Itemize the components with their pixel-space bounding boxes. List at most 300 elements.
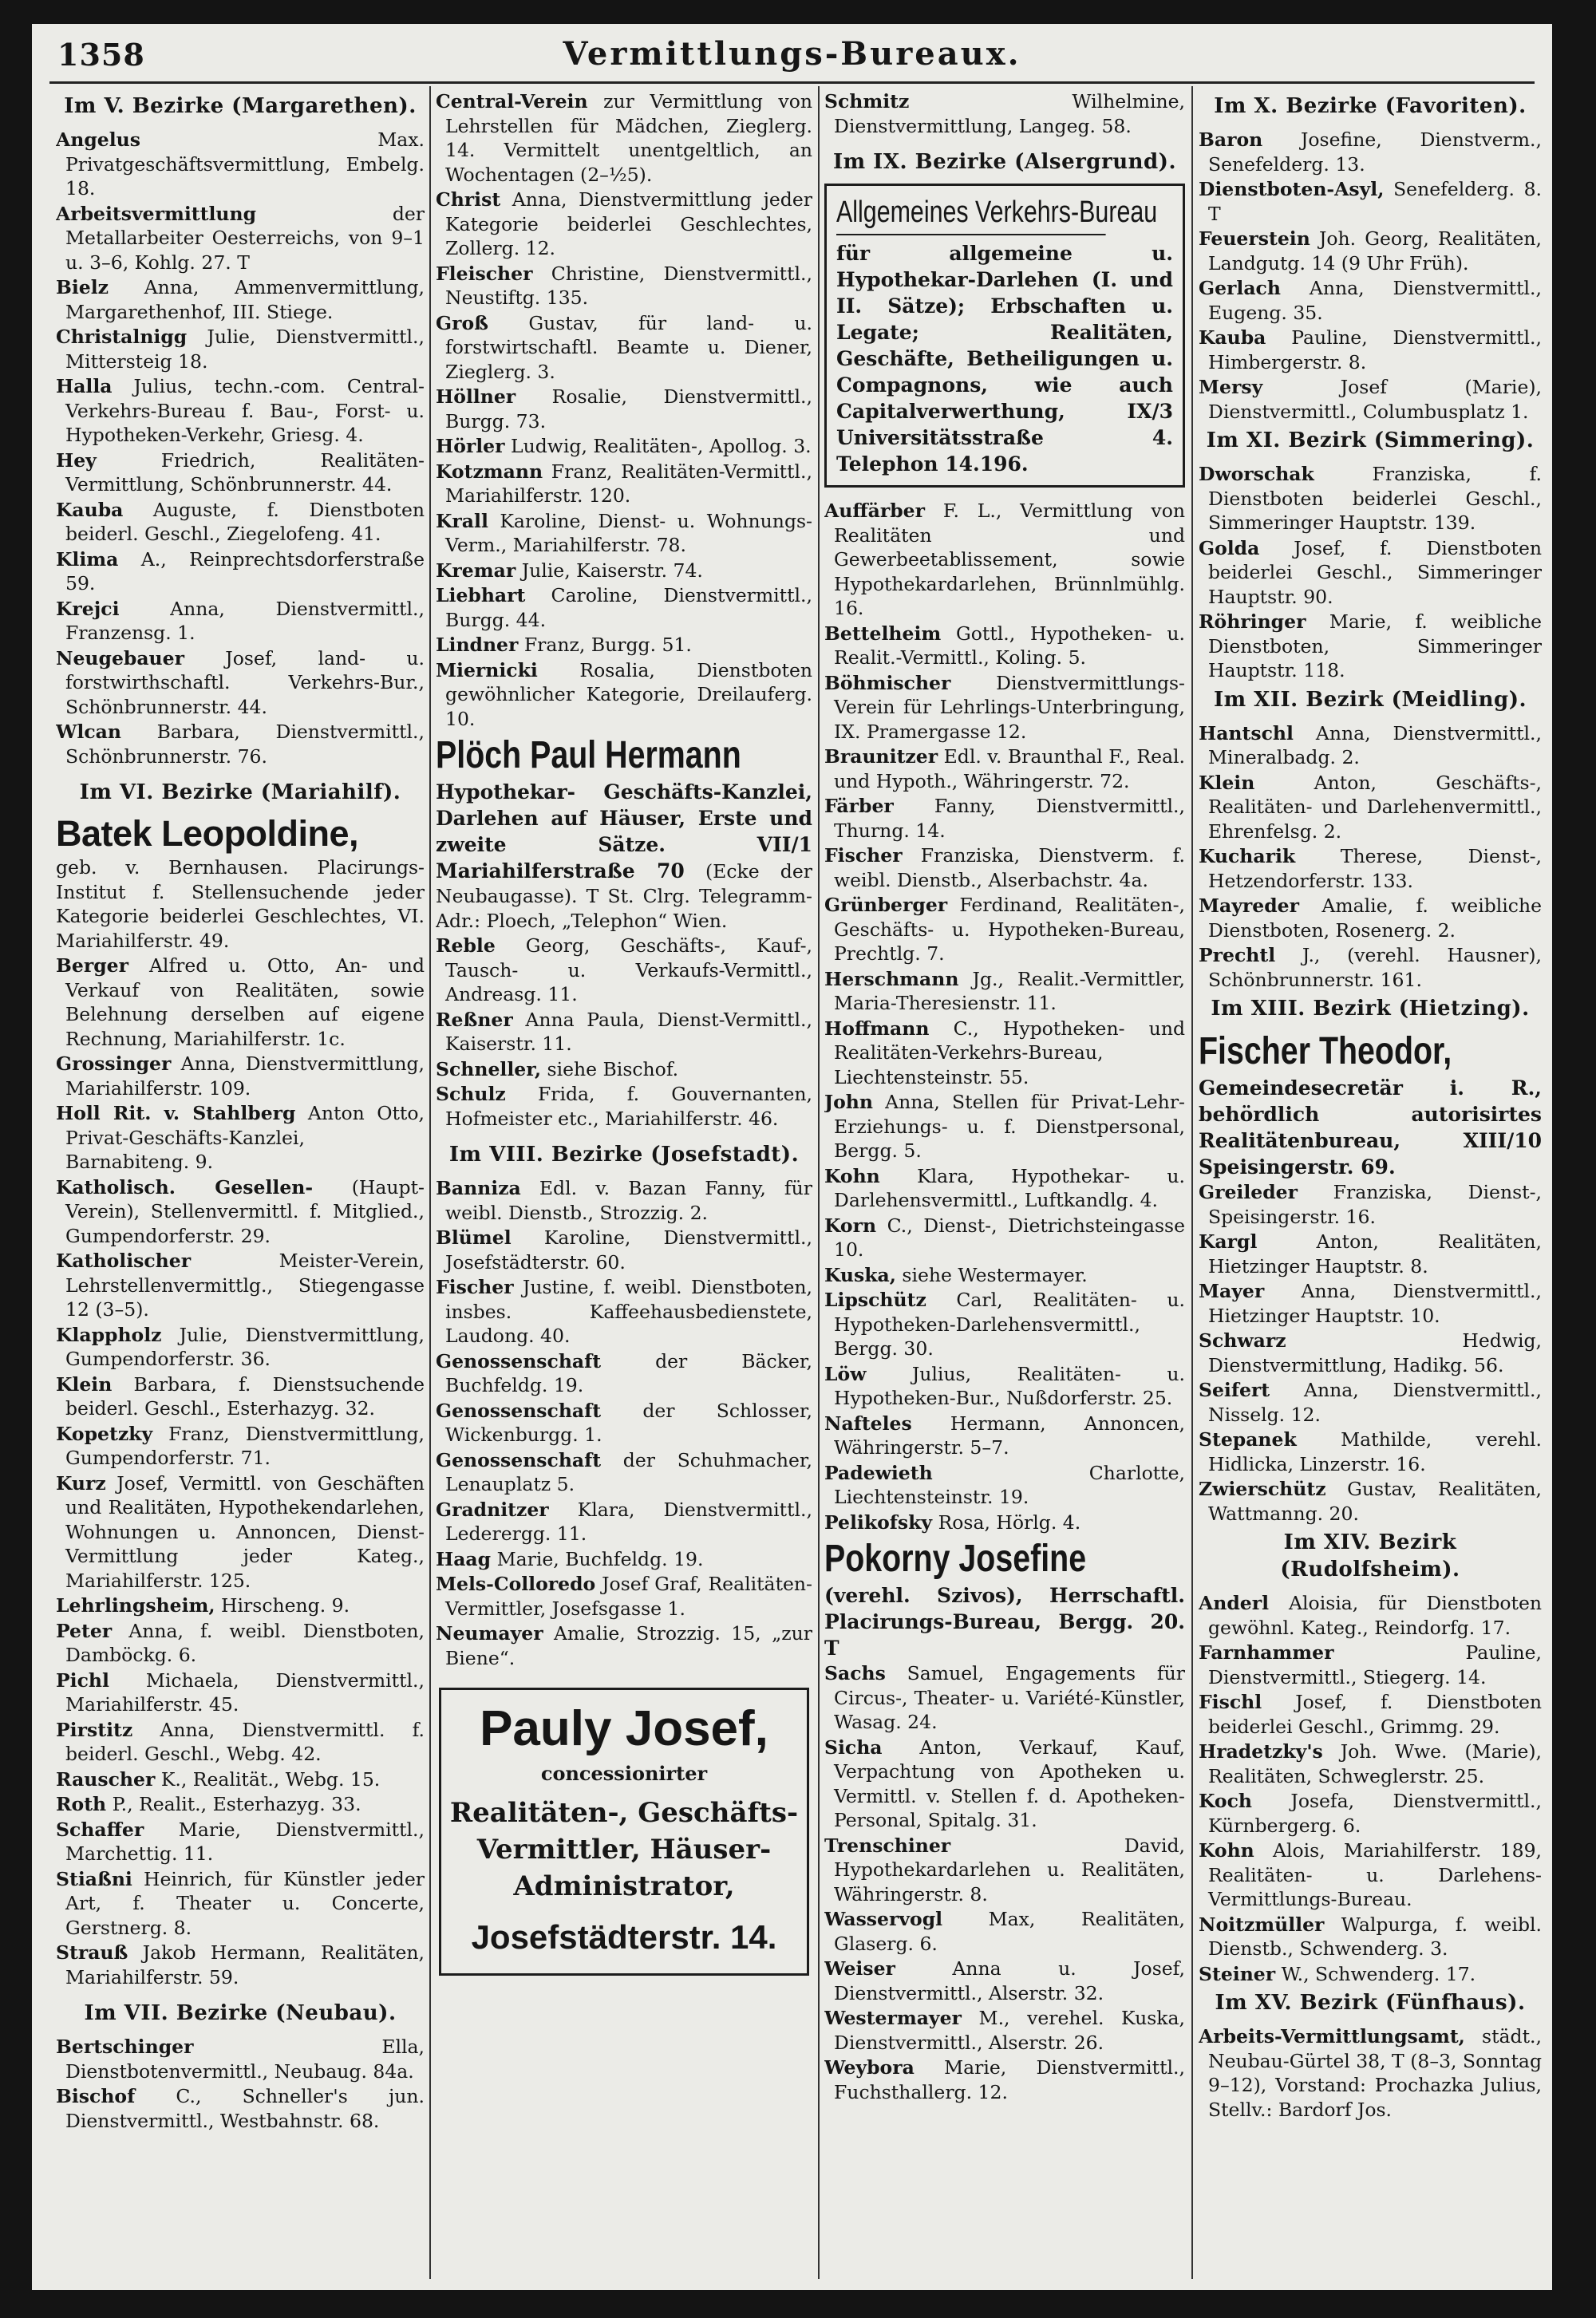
section-heading-xiii: Im XIII. Bezirk (Hietzing). xyxy=(1211,997,1530,1021)
section-heading-vi: Im VI. Bezirke (Mariahilf). xyxy=(79,780,401,804)
directory-entry xyxy=(824,1412,1185,1460)
entry-text: Josef, land- u. forstwirthschaftl. Verkehrs-Bur., Schönbrunnerstr. 44. xyxy=(65,646,425,718)
entry-text: Joh. Georg, Realitäten, Landgutg. 14 (9 Uhr Früh). xyxy=(1208,227,1542,274)
entry-name: Holl Rit. v. Stahlberg xyxy=(56,1102,296,1124)
entry-text: Georg, Geschäfts-, Kauf-, Tausch- u. Verkaufs-Vermittl., Andreasg. 11. xyxy=(445,934,812,1005)
page-number: 1358 xyxy=(57,37,145,73)
entry-name: Trenschiner xyxy=(824,1834,951,1857)
directory-entry xyxy=(56,1619,425,1668)
directory-entry xyxy=(436,434,812,459)
directory-entry xyxy=(56,1249,425,1322)
directory-entry xyxy=(824,499,1185,621)
entry-text: Josef Graf, Realitäten-Vermittler, Josefsgasse 1. xyxy=(445,1573,812,1620)
directory-entry xyxy=(1199,1428,1542,1476)
entry-text: Josef, f. Dienstboten beiderlei Geschl., Grimmg. 29. xyxy=(1208,1691,1542,1738)
directory-entry xyxy=(1199,227,1542,275)
directory-entry xyxy=(436,658,812,732)
entry-text: städt., Neubau-Gürtel 38, T (8–3, Sonntag 9–12), Vorstand: Prochazka Julius, Stellv.: Bardorf Jos. xyxy=(1208,2025,1542,2121)
entry-name: Klein xyxy=(56,1372,113,1396)
entry-text: Anna, Stellen für Privat-Lehr-Erziehungs- u. f. Dienstpersonal, Bergg. 5. xyxy=(834,1091,1185,1162)
directory-entry xyxy=(56,1593,425,1618)
directory-entry xyxy=(56,1052,425,1100)
ad-batek-name: Batek Leopoldine, xyxy=(56,813,359,854)
entry-name: Roth xyxy=(56,1793,107,1815)
entry-text: Julius, techn.-com. Central-Verkehrs-Bureau f. Bau-, Forst- u. Hypotheken-Verkehr, Griesg. 4. xyxy=(65,375,425,446)
entry-text: Franziska, Dienst-, Speisingerstr. 16. xyxy=(1208,1181,1542,1228)
directory-entry xyxy=(1199,1913,1542,1961)
entry-text: Karoline, Dienstvermittl., Josefstädterstr. 60. xyxy=(445,1226,812,1274)
ad-pokorny-name: Pokorny Josefine xyxy=(824,1538,1087,1580)
directory-entry xyxy=(436,311,812,385)
entry-name: Stiaßni xyxy=(56,1867,132,1890)
entry-name: Wasservogl xyxy=(824,1908,943,1930)
entry-name: Hey xyxy=(56,448,97,472)
directory-entry xyxy=(824,843,1185,892)
entry-name: Strauß xyxy=(56,1941,128,1964)
directory-entry xyxy=(436,1349,812,1398)
directory-entry xyxy=(1199,326,1542,374)
entry-name: Hoffmann xyxy=(824,1017,930,1040)
entry-list-viii xyxy=(436,1176,812,1670)
entry-name: Grossinger xyxy=(56,1052,172,1075)
ad-ploech-bold: Hypothekar- Geschäfts-Kanzlei, Darlehen auf Häuser, Erste und zweite Sätze. VII/1 Mariahilferstraße 70 xyxy=(436,780,812,883)
entry-name: Sicha xyxy=(824,1736,883,1759)
directory-entry xyxy=(56,374,425,448)
entry-name: Mayreder xyxy=(1199,894,1299,917)
directory-entry xyxy=(56,1718,425,1767)
directory-entry xyxy=(56,547,425,596)
directory-entry xyxy=(56,1471,425,1593)
directory-entry xyxy=(436,1547,812,1572)
entry-name: Halla xyxy=(56,375,113,397)
entry-text: Therese, Dienst-, Hetzendorferstr. 133. xyxy=(1208,845,1542,892)
column-divider xyxy=(429,86,431,2279)
ad-ploech-text xyxy=(436,779,812,933)
entry-text: Rosa, Hörlg. 4. xyxy=(932,1510,1081,1534)
directory-entry xyxy=(1199,610,1542,683)
entry-text: Julie, Dienstvermittl., Mittersteig 18. xyxy=(65,326,425,373)
entry-text: Anna u. Josef, Dienstvermittl., Alserstr. 32. xyxy=(834,1957,1185,2004)
entry-list-ix xyxy=(824,499,1185,1534)
entry-name: Angelus xyxy=(56,128,140,151)
entry-name: Seifert xyxy=(1199,1379,1270,1401)
section-heading-xiv: Im XIV. Bezirk (Rudolfsheim). xyxy=(1280,1530,1460,1582)
ad-verkehrs-bureau xyxy=(824,184,1185,488)
entry-text: Aloisia, für Dienstboten gewöhnl. Kateg., Reindorfg. 17. xyxy=(1208,1592,1542,1639)
entry-text: Klara, Dienstvermittl., Lederergg. 11. xyxy=(445,1498,812,1545)
entry-text: Barbara, f. Dienstsuchende beiderl. Geschl., Esterhazyg. 32. xyxy=(65,1372,425,1420)
entry-text: Anton Otto, Privat-Geschäfts-Kanzlei, Barnabiteng. 9. xyxy=(65,1102,425,1173)
entry-text: Franziska, Dienstverm. f. weibl. Dienstb., Alserbachstr. 4a. xyxy=(834,844,1185,891)
entry-text: Anna, Dienstvermittl., Mineralbadg. 2. xyxy=(1208,721,1542,768)
directory-entry xyxy=(436,188,812,261)
entry-text: Heinrich, für Künstler jeder Art, f. Theater u. Concerte, Gerstnerg. 8. xyxy=(65,1867,425,1939)
directory-entry xyxy=(56,1323,425,1372)
directory-page xyxy=(32,24,1552,2290)
directory-entry xyxy=(436,1057,812,1082)
entry-name: Schmitz xyxy=(824,90,910,113)
column-2 xyxy=(436,89,812,2276)
entry-name: Klein xyxy=(1199,771,1255,794)
entry-text: Karoline, Dienst- u. Wohnungs-Verm., Mariahilferstr. 78. xyxy=(445,509,812,556)
directory-entry xyxy=(436,1008,812,1056)
entry-name: Schwarz xyxy=(1199,1329,1286,1352)
entry-text: Marie, Dienstvermittl., Marchettig. 11. xyxy=(65,1818,425,1865)
entry-text: Jg., Realit.-Vermittler, Maria-Theresienstr. 11. xyxy=(834,967,1185,1014)
entry-text: Anna, Dienstvermittl., Hietzinger Hauptstr. 10. xyxy=(1208,1280,1542,1327)
entry-name: Groß xyxy=(436,311,488,334)
entry-text: Mathilde, verehl. Hidlicka, Linzerstr. 16. xyxy=(1208,1428,1542,1475)
entry-name: Pichl xyxy=(56,1668,109,1692)
entry-name: Kauba xyxy=(1199,326,1266,349)
directory-entry xyxy=(1199,276,1542,325)
column-3 xyxy=(824,89,1185,2276)
section-heading-ix: Im IX. Bezirke (Alsergrund). xyxy=(832,150,1177,174)
directory-entry xyxy=(1199,375,1542,424)
entry-text: Barbara, Dienstvermittl., Schönbrunnerstr. 76. xyxy=(65,721,425,768)
entry-text: Frida, f. Gouvernanten, Hofmeister etc., Mariahilferstr. 46. xyxy=(445,1083,812,1130)
section-heading-xii: Im XII. Bezirk (Meidling). xyxy=(1213,687,1527,712)
entry-name: Central-Verein xyxy=(436,90,588,113)
directory-entry xyxy=(824,1263,1185,1288)
entry-text: Max, Realitäten, Glaserg. 6. xyxy=(834,1908,1185,1955)
entry-text: Franz, Burgg. 51. xyxy=(518,634,692,656)
entry-name: Reble xyxy=(436,934,496,957)
entry-text: Alois, Mariahilferstr. 189, Realitäten- u. Darlehens-Vermittlungs-Bureau. xyxy=(1208,1839,1542,1910)
entry-name: Bischof xyxy=(56,2085,136,2107)
directory-entry xyxy=(824,967,1185,1016)
entry-text: Gustav, für land- u. forstwirtschaftl. Beamte u. Diener, Zieglerg. 3. xyxy=(445,311,812,383)
entry-text: P., Realit., Esterhazyg. 33. xyxy=(106,1793,361,1815)
entry-list-vii xyxy=(56,2035,425,2133)
column-1 xyxy=(56,89,425,2276)
entry-text: F. L., Vermittlung von Realitäten und Gewerbeetablissement, sowie Hypothekardarlehen, Brünnlmühlg. 16. xyxy=(834,500,1185,619)
entry-text: der Schuhmacher, Lenauplatz 5. xyxy=(445,1448,812,1495)
entry-text: Josefa, Dienstvermittl., Kürnbergerg. 6. xyxy=(1208,1790,1542,1837)
entry-name: Gradnitzer xyxy=(436,1498,549,1521)
directory-entry xyxy=(56,1792,425,1817)
entry-text: Anna, Dienstvermittl., Franzensg. 1. xyxy=(65,597,425,644)
entry-name: Lipschütz xyxy=(824,1289,926,1311)
entry-name: Gerlach xyxy=(1199,277,1281,299)
entry-name: Nafteles xyxy=(824,1412,912,1435)
entry-text: Fanny, Dienstvermittl., Thurng. 14. xyxy=(834,795,1185,842)
entry-text: Hermann, Annoncen, Währingerstr. 5–7. xyxy=(834,1412,1185,1459)
directory-entry xyxy=(824,744,1185,793)
entry-text: der Schlosser, Wickenburgg. 1. xyxy=(445,1399,812,1446)
entry-list-xv xyxy=(1199,2024,1542,2122)
entry-name: Mersy xyxy=(1199,376,1263,398)
entry-text: Anna, Ammenvermittlung, Margarethenhof, III. Stiege. xyxy=(65,276,425,323)
entry-name: Kohn xyxy=(1199,1839,1254,1862)
entry-list-v xyxy=(56,128,425,768)
entry-name: Kucharik xyxy=(1199,845,1296,867)
entry-name: Fischer xyxy=(824,844,903,867)
entry-text: Gustav, Realitäten, Wattmanng. 20. xyxy=(1208,1478,1542,1525)
entry-name: Klima xyxy=(56,547,119,571)
entry-text: David, Hypothekardarlehen u. Realitäten, Währingerstr. 8. xyxy=(834,1834,1185,1905)
entry-list-viii-end xyxy=(824,89,1185,138)
entry-name: Bielz xyxy=(56,276,109,298)
entry-name: Katholisch. Gesellen- xyxy=(56,1175,314,1198)
entry-text: Ella, Dienstbotenvermittl., Neubaug. 84a. xyxy=(65,2036,425,2083)
entry-name: Lindner xyxy=(436,634,519,656)
directory-entry xyxy=(824,893,1185,966)
entry-name: Schneller, xyxy=(436,1057,542,1080)
entry-name: Auffärber xyxy=(824,500,925,522)
entry-name: Katholischer xyxy=(56,1250,192,1272)
entry-text: C., Dienst-, Dietrichsteingasse 10. xyxy=(834,1214,1185,1261)
directory-entry xyxy=(1199,2024,1542,2122)
directory-entry xyxy=(1199,1180,1542,1229)
entry-name: Mels-Colloredo xyxy=(436,1573,596,1595)
directory-entry xyxy=(824,1288,1185,1361)
entry-name: Genossenschaft xyxy=(436,1448,602,1471)
entry-name: Schulz xyxy=(436,1083,506,1105)
directory-entry xyxy=(1199,1838,1542,1912)
directory-entry xyxy=(436,1275,812,1349)
entry-text: Auguste, f. Dienstboten beiderl. Geschl., Ziegelofeng. 41. xyxy=(65,498,425,545)
entry-name: Hantschl xyxy=(1199,721,1294,744)
entry-text: Jakob Hermann, Realitäten, Mariahilferstr. 59. xyxy=(65,1941,425,1988)
directory-entry xyxy=(824,1017,1185,1090)
entry-name: Herschmann xyxy=(824,967,959,990)
directory-entry xyxy=(56,448,425,497)
entry-name: Zwierschütz xyxy=(1199,1478,1326,1500)
entry-text: Rosalie, Dienstvermittl., Burgg. 73. xyxy=(445,385,812,432)
directory-entry xyxy=(824,1164,1185,1213)
ad-pokorny-text: (verehl. Szivos), Herrschaftl. Placirungs-Bureau, Bergg. 20. T xyxy=(824,1584,1185,1660)
entry-text: Anna, Dienstvermittl. f. beiderl. Geschl., Webg. 42. xyxy=(65,1718,425,1765)
ad-batek-text: geb. v. Bernhausen. Placirungs-Institut f. Stellensuchende jeder Kategorie beiderlei Geschlechtes, VI. Mariahilferstr. 49. xyxy=(56,856,425,952)
directory-entry xyxy=(1199,1477,1542,1526)
entry-text: Klara, Hypothekar- u. Darlehensvermittl., Luftkandlg. 4. xyxy=(834,1164,1185,1211)
directory-entry xyxy=(56,1867,425,1941)
entry-text: Friedrich, Realitäten-Vermittlung, Schönbrunnerstr. 44. xyxy=(65,448,425,496)
entry-list-vii-end xyxy=(436,934,812,1131)
directory-entry xyxy=(56,1941,425,1989)
entry-name: Korn xyxy=(824,1214,877,1237)
directory-entry xyxy=(436,262,812,310)
directory-entry xyxy=(436,509,812,558)
entry-name: Berger xyxy=(56,954,128,977)
ad-pauly-subtitle: concessionirter xyxy=(540,1762,708,1785)
entry-name: Fischl xyxy=(1199,1691,1262,1713)
ad-pauly-text: Realitäten-, Geschäfts-Vermittler, Häuser-Administrator, xyxy=(449,1797,799,1902)
directory-entry xyxy=(1199,943,1542,992)
entry-text: Walpurga, f. weibl. Dienstb., Schwenderg. 3. xyxy=(1208,1913,1542,1960)
directory-entry xyxy=(436,1572,812,1621)
directory-entry xyxy=(824,1214,1185,1262)
directory-entry xyxy=(436,633,812,657)
entry-text: Anna, Dienstvermittl., Nisselg. 12. xyxy=(1208,1379,1542,1426)
directory-entry xyxy=(824,671,1185,744)
entry-name: Kurz xyxy=(56,1471,106,1495)
directory-entry xyxy=(436,1498,812,1546)
directory-entry xyxy=(56,128,425,201)
entry-name: Pelikofsky xyxy=(824,1510,933,1534)
directory-entry xyxy=(436,1082,812,1131)
entry-text: Max. Privatgeschäftsvermittlung, Embelg. 18. xyxy=(65,128,425,199)
entry-text: Amalie, f. weibliche Dienstboten, Rosenerg. 2. xyxy=(1208,894,1542,942)
entry-text: C., Schneller's jun. Dienstvermittl., Westbahnstr. 68. xyxy=(65,2085,425,2132)
entry-name: Christ xyxy=(436,188,501,211)
directory-entry xyxy=(56,720,425,768)
entry-text: Gottl., Hypotheken- u. Realit.-Vermittl., Koling. 5. xyxy=(834,622,1185,669)
entry-name: Neumayer xyxy=(436,1622,543,1645)
entry-name: Farnhammer xyxy=(1199,1641,1334,1664)
entry-text: Pauline, Dienstvermittl., Stiegerg. 14. xyxy=(1208,1641,1542,1688)
entry-name: Neugebauer xyxy=(56,646,184,669)
entry-text: Josef, Vermittl. von Geschäften und Realitäten, Hypothekendarlehen, Wohnungen u. Annoncen, Dienst-Vermittlung jeder Kateg., Mariahilferstr. 125. xyxy=(65,1471,425,1592)
entry-text: Marie, Dienstvermittl., Fuchsthallerg. 12. xyxy=(834,2056,1185,2103)
directory-entry xyxy=(824,794,1185,843)
entry-text: Alfred u. Otto, An- und Verkauf von Realitäten, sowie Belehnung derselben auf eigene Rechnung, Mariahilferstr. 1c. xyxy=(65,954,425,1050)
entry-text: siehe Westermayer. xyxy=(895,1263,1088,1286)
entry-text: Anton, Realitäten, Hietzinger Hauptstr. 8. xyxy=(1208,1230,1542,1277)
entry-text: Franziska, f. Dienstboten beiderlei Geschl., Simmeringer Hauptstr. 139. xyxy=(1208,463,1542,534)
entry-list-xii xyxy=(1199,721,1542,993)
entry-text: Julius, Realitäten- u. Hypotheken-Bur., Nußdorferstr. 25. xyxy=(834,1362,1185,1409)
directory-entry xyxy=(824,1834,1185,1907)
directory-entry xyxy=(1199,536,1542,610)
section-heading-viii: Im VIII. Bezirke (Josefstadt). xyxy=(448,1143,800,1167)
entry-text: zur Vermittlung von Lehrstellen für Mädchen, Zieglerg. 14. Vermittelt unentgeltlich, an Wochentagen (2–½5). xyxy=(445,90,812,186)
directory-entry xyxy=(824,2006,1185,2055)
entry-name: Miernicki xyxy=(436,658,538,681)
directory-entry xyxy=(436,559,812,583)
directory-entry xyxy=(1199,1279,1542,1328)
entry-text: Josef (Marie), Dienstvermittl., Columbusplatz 1. xyxy=(1208,376,1542,423)
entry-name: Prechtl xyxy=(1199,944,1276,966)
entry-name: Wlcan xyxy=(56,721,121,743)
entry-text: K., Realität., Webg. 15. xyxy=(155,1767,381,1791)
entry-text: Wilhelmine, Dienstvermittlung, Langeg. 58. xyxy=(834,90,1185,137)
entry-text: Michaela, Dienstvermittl., Mariahilferstr. 45. xyxy=(65,1668,425,1716)
entry-name: Weybora xyxy=(824,2056,915,2079)
directory-entry xyxy=(824,1957,1185,2005)
entry-text: Senefelderg. 8. T xyxy=(1208,178,1542,225)
entry-text: Josef, f. Dienstboten beiderlei Geschl., Simmeringer Hauptstr. 90. xyxy=(1208,536,1542,608)
directory-entry xyxy=(1199,894,1542,942)
entry-name: Arbeits-Vermittlungsamt, xyxy=(1199,2025,1465,2048)
entry-name: Golda xyxy=(1199,536,1260,559)
entry-text: Anna, Dienstvermittl., Eugeng. 35. xyxy=(1208,277,1542,324)
entry-name: Kotzmann xyxy=(436,460,543,483)
running-title: Vermittlungs-Bureaux. xyxy=(563,35,1021,73)
entry-name: Noitzmüller xyxy=(1199,1913,1325,1936)
directory-entry xyxy=(824,1090,1185,1163)
section-heading-xv: Im XV. Bezirk (Fünfhaus). xyxy=(1215,1991,1526,2015)
entry-name: Hörler xyxy=(436,435,505,457)
directory-entry xyxy=(56,498,425,547)
entry-text: Marie, f. weibliche Dienstboten, Simmeringer Hauptstr. 118. xyxy=(1208,610,1542,681)
directory-entry xyxy=(436,1448,812,1497)
entry-name: Haag xyxy=(436,1547,492,1570)
entry-name: Feuerstein xyxy=(1199,227,1310,250)
entry-list-vi xyxy=(56,954,425,1989)
directory-entry xyxy=(56,597,425,646)
entry-text: Hirscheng. 9. xyxy=(215,1594,350,1617)
directory-entry xyxy=(1199,1378,1542,1427)
page-header xyxy=(32,24,1552,80)
directory-entry xyxy=(56,954,425,1051)
entry-text: Carl, Realitäten- u. Hypotheken-Darlehensvermittl., Bergg. 30. xyxy=(834,1289,1185,1360)
entry-name: Steiner xyxy=(1199,1962,1276,1985)
entry-text: Anton, Geschäfts-, Realitäten- und Darlehenvermittl., Ehrenfelsg. 2. xyxy=(1208,771,1542,843)
directory-entry xyxy=(436,89,812,187)
entry-text: Julie, Kaiserstr. 74. xyxy=(516,559,703,582)
ad-verkehrs-bureau-title: Allgemeines Verkehrs-Bureau xyxy=(836,194,1106,235)
entry-name: Anderl xyxy=(1199,1592,1270,1614)
entry-name: Krall xyxy=(436,509,488,532)
directory-entry xyxy=(1199,1230,1542,1278)
directory-entry xyxy=(56,1668,425,1717)
directory-entry xyxy=(1199,128,1542,176)
ad-pauly-name: Pauly Josef, xyxy=(480,1701,768,1756)
entry-text: Julie, Dienstvermittlung, Gumpendorferstr. 36. xyxy=(65,1323,425,1370)
entry-name: Mayer xyxy=(1199,1280,1265,1302)
directory-entry xyxy=(436,1226,812,1274)
entry-name: Baron xyxy=(1199,128,1263,151)
entry-text: Anna, Dienstvermittlung, Mariahilferstr. 109. xyxy=(65,1052,425,1100)
directory-entry xyxy=(1199,1641,1542,1689)
directory-entry xyxy=(56,1101,425,1175)
directory-entry xyxy=(436,583,812,632)
entry-name: Höllner xyxy=(436,385,516,408)
directory-entry xyxy=(824,2055,1185,2104)
section-heading-xi: Im XI. Bezirk (Simmering). xyxy=(1206,428,1535,452)
entry-name: Kauba xyxy=(56,498,124,521)
entry-name: Arbeitsvermittlung xyxy=(56,202,257,225)
entry-name: Dworschak xyxy=(1199,463,1314,485)
entry-name: Fleischer xyxy=(436,262,533,285)
entry-text: Meister-Verein, Lehrstellenvermittlg., Stiegengasse 12 (3–5). xyxy=(65,1250,425,1321)
entry-name: Grünberger xyxy=(824,894,948,916)
entry-text: Franz, Realitäten-Vermittl., Mariahilferstr. 120. xyxy=(445,460,812,507)
directory-entry xyxy=(824,1362,1185,1411)
entry-text: W., Schwenderg. 17. xyxy=(1275,1962,1476,1985)
entry-name: Kargl xyxy=(1199,1230,1258,1253)
directory-entry xyxy=(824,1661,1185,1735)
entry-list-xiv xyxy=(1199,1591,1542,1986)
entry-text: Justine, f. weibl. Dienstboten, insbes. Kaffeehausbedienstete, Laudong. 40. xyxy=(445,1276,812,1347)
entry-text: der Bäcker, Buchfeldg. 19. xyxy=(445,1349,812,1396)
directory-entry xyxy=(56,202,425,275)
entry-name: Genossenschaft xyxy=(436,1399,602,1422)
column-4 xyxy=(1199,89,1542,2276)
directory-entry xyxy=(56,1767,425,1792)
directory-entry xyxy=(824,1461,1185,1510)
ad-pauly-address: Josefstädterstr. 14. xyxy=(471,1918,777,1956)
entry-name: Weiser xyxy=(824,1957,895,1980)
directory-entry xyxy=(1199,721,1542,770)
entry-name: Schaffer xyxy=(56,1818,144,1841)
entry-text: Joh. Wwe. (Marie), Realitäten, Schweglerstr. 25. xyxy=(1208,1740,1542,1787)
entry-text: Ludwig, Realitäten-, Apollog. 3. xyxy=(504,435,812,457)
entry-name: Peter xyxy=(56,1619,113,1642)
entry-text: Edl. v. Bazan Fanny, für weibl. Dienstb., Strozzig. 2. xyxy=(445,1177,812,1224)
section-heading-vii: Im VII. Bezirke (Neubau). xyxy=(84,2001,397,2025)
directory-entry xyxy=(824,1907,1185,1956)
ad-pauly xyxy=(439,1688,809,1976)
entry-text: siehe Bischof. xyxy=(541,1057,679,1080)
directory-entry xyxy=(436,460,812,508)
directory-entry xyxy=(1199,1690,1542,1739)
entry-list-ix-end xyxy=(824,1661,1185,2104)
entry-name: Löw xyxy=(824,1362,867,1385)
column-divider xyxy=(1191,86,1193,2279)
